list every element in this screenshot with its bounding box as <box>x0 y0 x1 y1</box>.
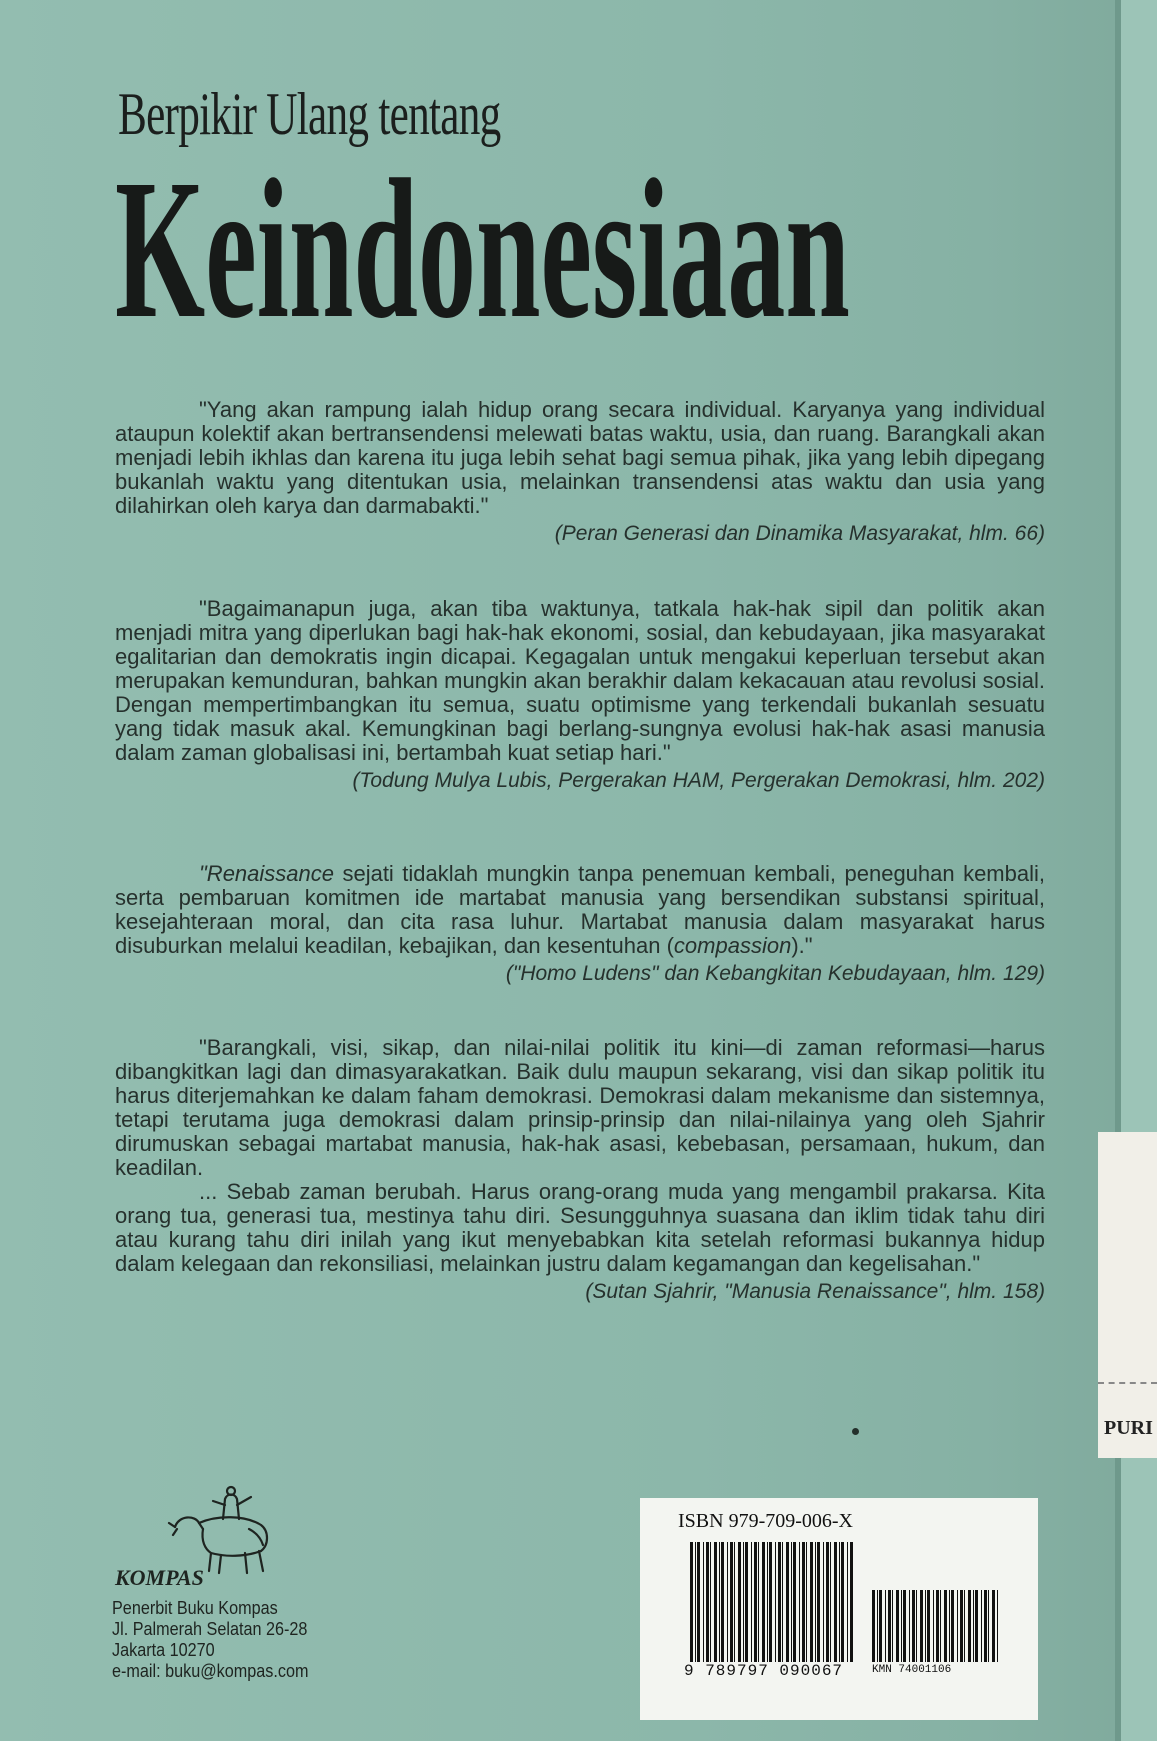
quote-4-source: (Sutan Sjahrir, "Manusia Renaissance", hlm. 158) <box>585 1280 1045 1303</box>
barcode-bar <box>964 1590 965 1662</box>
barcode-bar <box>925 1590 926 1662</box>
quote-1 <box>115 398 1045 546</box>
barcode-bar <box>714 1542 717 1662</box>
barcode-bar <box>968 1590 971 1662</box>
quote-4-text-2: ... Sebab zaman berubah. Harus orang-orang muda yang mengambil prakarsa. Kita orang tua, generasi tua, mestinya tahu diri. Sesungguhnya suasana dan iklim tidak tahu diri atau kurang tahu diri inilah yang ikut menyebabkan kita setelah reformasi bukannya hidup dalam kelegaan dan rekonsiliasi, melainkan justru dalam kegamangan dan kegelisahan." <box>115 1179 1045 1276</box>
library-sticker <box>1098 1132 1157 1458</box>
barcode-bar <box>793 1542 796 1662</box>
barcode-bar <box>841 1542 844 1662</box>
adjacent-page-strip <box>1121 0 1157 1741</box>
barcode-bar <box>872 1590 875 1662</box>
quote-4-text: "Barangkali, visi, sikap, dan nilai-nilai politik itu kini—di zaman reformasi—harus dibangkitkan lagi dan dimasyarakatkan. Baik dulu maupun sekarang, visi dan sikap politik itu harus diterjemahkan ke dalam faham demokrasi. Demokrasi dalam mekanisme dan sistemnya, tetapi terutama juga demokrasi dalam prinsip-prinsip dan nilai-nilainya yang oleh Sjahrir dirumuskan sebagai martabat manusia, hak-hak asasi, kebebasan, persamaan, hukum, dan keadilan. <box>115 1035 1045 1180</box>
barcode-bar <box>815 1542 816 1662</box>
isbn-barcode <box>690 1542 858 1662</box>
barcode-bar <box>751 1542 752 1662</box>
barcode-bar <box>706 1542 709 1662</box>
barcode-bar <box>850 1542 853 1662</box>
barcode-bar <box>806 1542 807 1662</box>
barcode-bar <box>992 1590 995 1662</box>
barcode-bar <box>703 1542 704 1662</box>
barcode-bar <box>988 1590 989 1662</box>
quote-3-end: )." <box>791 933 813 958</box>
barcode-bar <box>916 1590 917 1662</box>
quote-2-source: (Todung Mulya Lubis, Pergerakan HAM, Pergerakan Demokrasi, hlm. 202) <box>352 769 1045 792</box>
barcode-bar <box>909 1590 910 1662</box>
isbn-barcode-label <box>640 1498 1038 1720</box>
barcode-bar <box>957 1590 958 1662</box>
barcode-bar <box>885 1590 886 1662</box>
barcode-bar <box>695 1542 696 1662</box>
barcode-bar <box>769 1542 772 1662</box>
ink-dot <box>852 1428 859 1435</box>
barcode-bar <box>984 1590 987 1662</box>
barcode-bar <box>810 1542 813 1662</box>
barcode-bar <box>949 1590 950 1662</box>
sticker-dashed-line <box>1098 1382 1157 1384</box>
quote-4 <box>115 1036 1045 1304</box>
barcode-bar <box>721 1542 724 1662</box>
publisher-address-2: Jakarta 10270 <box>112 1640 215 1660</box>
barcode-bar <box>920 1590 923 1662</box>
barcode-bar <box>730 1542 733 1662</box>
barcode-bar <box>879 1590 882 1662</box>
barcode-bar <box>767 1542 768 1662</box>
quote-3 <box>115 862 1045 986</box>
barcode-side-code: KMN 74001106 <box>872 1664 952 1676</box>
quote-1-source: (Peran Generasi dan Dinamika Masyarakat, hlm. 66) <box>554 522 1045 545</box>
barcode-bar <box>754 1542 757 1662</box>
publisher-email: e-mail: buku@kompas.com <box>112 1661 309 1681</box>
barcode-bar <box>690 1542 693 1662</box>
barcode-bar <box>927 1590 930 1662</box>
barcode-bar <box>734 1542 735 1662</box>
barcode-bar <box>896 1590 899 1662</box>
price-barcode <box>872 1590 1002 1662</box>
quote-1-text: "Yang akan rampung ialah hidup orang secara individual. Karyanya yang individual ataupun kolektif akan bertransendensi melewati batas waktu, usia, dan ruang. Barangkali akan menjadi lebih ikhlas dan karena itu juga lebih sehat bagi semua pihak, jika yang lebih dipegang bukanlah waktu yang ditentukan usia, melainkan transendensi atas waktu dan usia yang dilahirkan oleh karya dan darmabakti." <box>115 397 1045 518</box>
publisher-logo-label: KOMPAS <box>115 1565 204 1590</box>
barcode-bar <box>847 1542 848 1662</box>
quote-3-italic-word: compassion <box>673 933 792 958</box>
sticker-text: PURI <box>1104 1417 1153 1439</box>
barcode-bar <box>997 1590 998 1662</box>
barcode-bar <box>839 1542 840 1662</box>
barcode-bar <box>817 1542 820 1662</box>
barcode-bar <box>933 1590 934 1662</box>
barcode-bar <box>727 1542 728 1662</box>
barcode-bar <box>826 1542 829 1662</box>
barcode-bar <box>786 1542 789 1662</box>
barcode-bar <box>738 1542 741 1662</box>
barcode-bar <box>782 1542 783 1662</box>
barcode-bar <box>830 1542 831 1662</box>
barcode-bar <box>762 1542 765 1662</box>
barcode-bar <box>710 1542 711 1662</box>
barcode-bar <box>944 1590 947 1662</box>
title-line-2: Keindonesiaan <box>115 139 850 360</box>
barcode-bar <box>912 1590 915 1662</box>
barcode-bar <box>791 1542 792 1662</box>
barcode-bar <box>892 1590 893 1662</box>
barcode-bar <box>877 1590 878 1662</box>
publisher-name: Penerbit Buku Kompas <box>112 1598 278 1618</box>
barcode-bar <box>940 1590 941 1662</box>
barcode-bar <box>719 1542 720 1662</box>
barcode-bar <box>981 1590 982 1662</box>
barcode-bar <box>697 1542 700 1662</box>
barcode-bar <box>745 1542 748 1662</box>
barcode-bar <box>975 1590 978 1662</box>
barcode-bar <box>775 1542 776 1662</box>
quote-3-text <box>115 862 1045 958</box>
barcode-bar <box>901 1590 902 1662</box>
barcode-bar <box>834 1542 837 1662</box>
barcode-bar <box>936 1590 939 1662</box>
barcode-digits: 9 789797 090067 <box>684 1662 844 1680</box>
quote-3-body: sejati tidaklah mungkin tanpa penemuan kembali, peneguhan kembali, serta pembaruan komitmen ide martabat manusia yang bersendikan substansi spiritual, kesejahteraan moral, dan cita rasa luhur. Martabat manusia dalam masyarakat harus disuburkan melalui keadilan, kebajikan, dan kesentuhan ( <box>115 861 1045 958</box>
barcode-bar <box>743 1542 744 1662</box>
barcode-bar <box>823 1542 824 1662</box>
barcode-bar <box>799 1542 800 1662</box>
quote-3-source: ("Homo Ludens" dan Kebangkitan Kebudayaan, hlm. 129) <box>505 962 1045 985</box>
quote-2-text: "Bagaimanapun juga, akan tiba waktunya, tatkala hak-hak sipil dan politik akan menjadi mitra yang diperlukan bagi hak-hak ekonomi, sosial, dan kebudayaan, jika masyarakat egalitarian dan demokratis ingin dicapai. Kegagalan untuk mengakui keperluan tersebut akan merupakan kemunduran, bahkan mungkin akan berakhir dalam kekacauan atau revolusi sosial. Dengan mempertimbangkan itu semua, suatu optimisme yang terkendali bukanlah sesuatu yang tidak masuk akal. Kemungkinan bagi berlang-sungnya evolusi hak-hak asasi manusia dalam zaman globalisasi ini, bertambah kuat setiap hari." <box>115 596 1045 765</box>
publisher-address-1: Jl. Palmerah Selatan 26-28 <box>112 1619 308 1639</box>
barcode-bar <box>903 1590 906 1662</box>
barcode-bar <box>960 1590 963 1662</box>
quote-2 <box>115 597 1045 793</box>
barcode-bar <box>973 1590 974 1662</box>
barcode-bar <box>802 1542 805 1662</box>
quote-3-italic-lead: "Renaissance <box>199 861 334 886</box>
publisher-info <box>112 1598 309 1682</box>
barcode-bar <box>951 1590 954 1662</box>
barcode-bar <box>888 1590 891 1662</box>
barcode-bar <box>758 1542 759 1662</box>
title-line-1: Berpikir Ulang tentang <box>118 81 501 147</box>
isbn-number: ISBN 979-709-006-X <box>678 1510 853 1532</box>
barcode-bar <box>778 1542 781 1662</box>
